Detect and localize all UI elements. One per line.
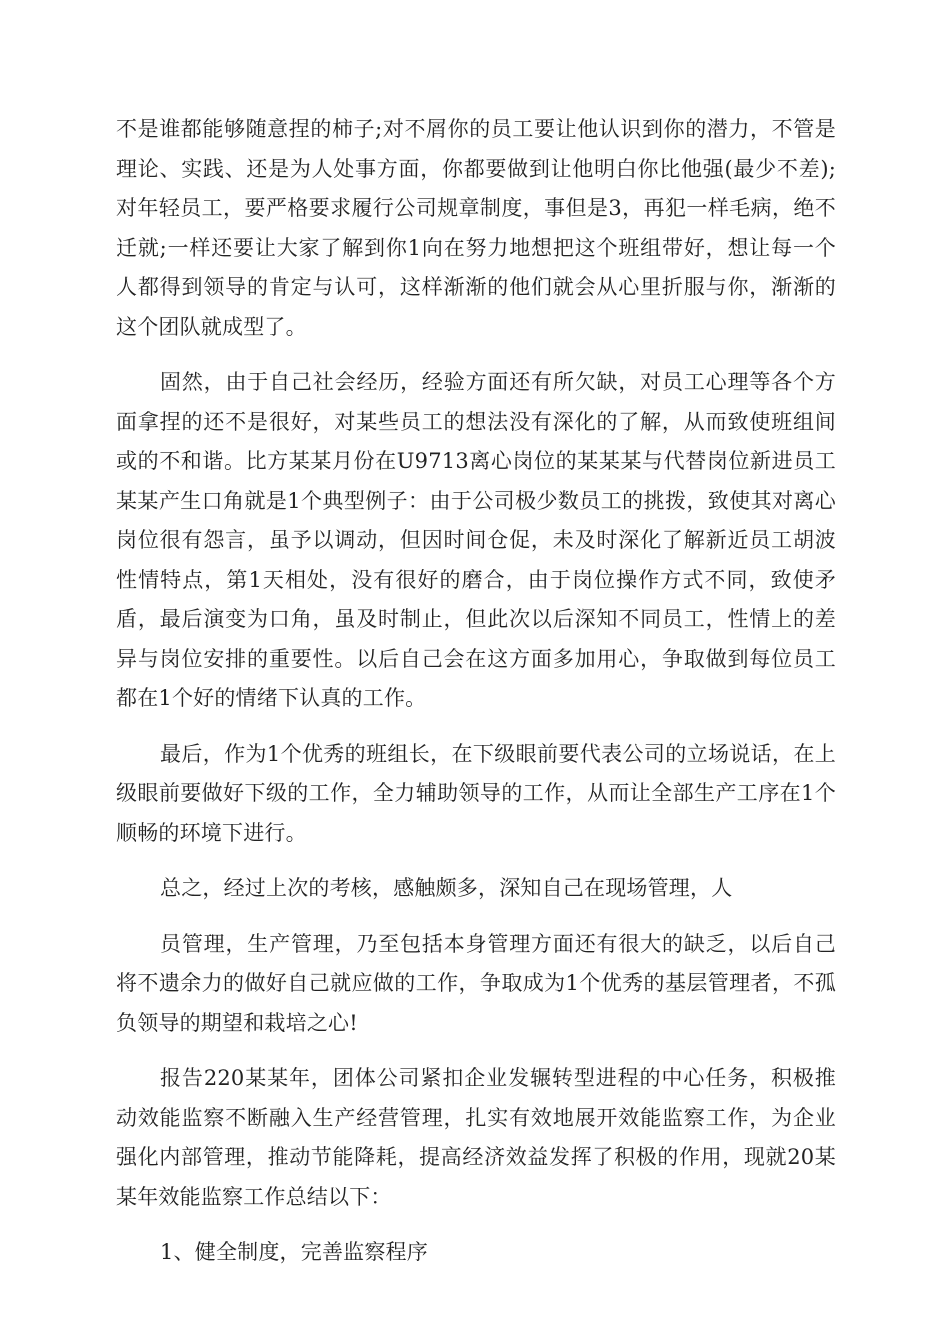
paragraph-6: 报告220某某年，团体公司紧扣企业发辗转型进程的中心任务，积极推动效能监察不断融入生产经营管理，扎实有效地展开效能监察工作，为企业强化内部管理，推动节能降耗，提高经济效益发挥了积极的作用，现就20某某年效能监察工作总结以下： [116, 1066, 836, 1209]
paragraph-1: 不是谁都能够随意捏的柿子;对不屑你的员工要让他认识到你的潜力，不管是理论、实践、还是为人处事方面，你都要做到让他明白你比他强(最少不差);对年轻员工，要严格要求履行公司规章制度，事但是3，再犯一样毛病，绝不迁就;一样还要让大家了解到你1向在努力地想把这个班组带好，想让每一个人都得到领导的肯定与认可，这样渐渐的他们就会从心里折服与你，渐渐的这个团队就成型了。 [116, 117, 836, 339]
paragraph-3: 最后，作为1个优秀的班组长，在下级眼前要代表公司的立场说话，在上级眼前要做好下级的工作，全力辅助领导的工作，从而让全部生产工序在1个顺畅的环境下进行。 [116, 741, 836, 845]
section-heading: 1、健全制度，完善监察程序 [160, 1240, 428, 1264]
paragraph-2: 固然，由于自己社会经历，经验方面还有所欠缺，对员工心理等各个方面拿捏的还不是很好，对某些员工的想法没有深化的了解，从而致使班组间或的不和谐。比方某某月份在U9713离心岗位的某某某与代替岗位新进员工某某产生口角就是1个典型例子：由于公司极少数员工的挑拨，致使其对离心岗位很有怨言，虽予以调动，但因时间仓促，未及时深化了解新近员工胡波性情特点，第1天相处，没有很好的磨合，由于岗位操作方式不同，致使矛盾，最后演变为口角，虽及时制止，但此次以后深知不同员工，性情上的差异与岗位安排的重要性。以后自己会在这方面多加用心，争取做到每位员工都在1个好的情绪下认真的工作。 [116, 370, 836, 710]
document-body [116, 110, 836, 1273]
paragraph-5: 员管理，生产管理，乃至包括本身管理方面还有很大的缺乏，以后自己将不遗余力的做好自己就应做的工作，争取成为1个优秀的基层管理者，不孤负领导的期望和栽培之心! [116, 931, 836, 1035]
paragraph-4: 总之，经过上次的考核，感触颇多，深知自己在现场管理，人 [160, 876, 733, 900]
